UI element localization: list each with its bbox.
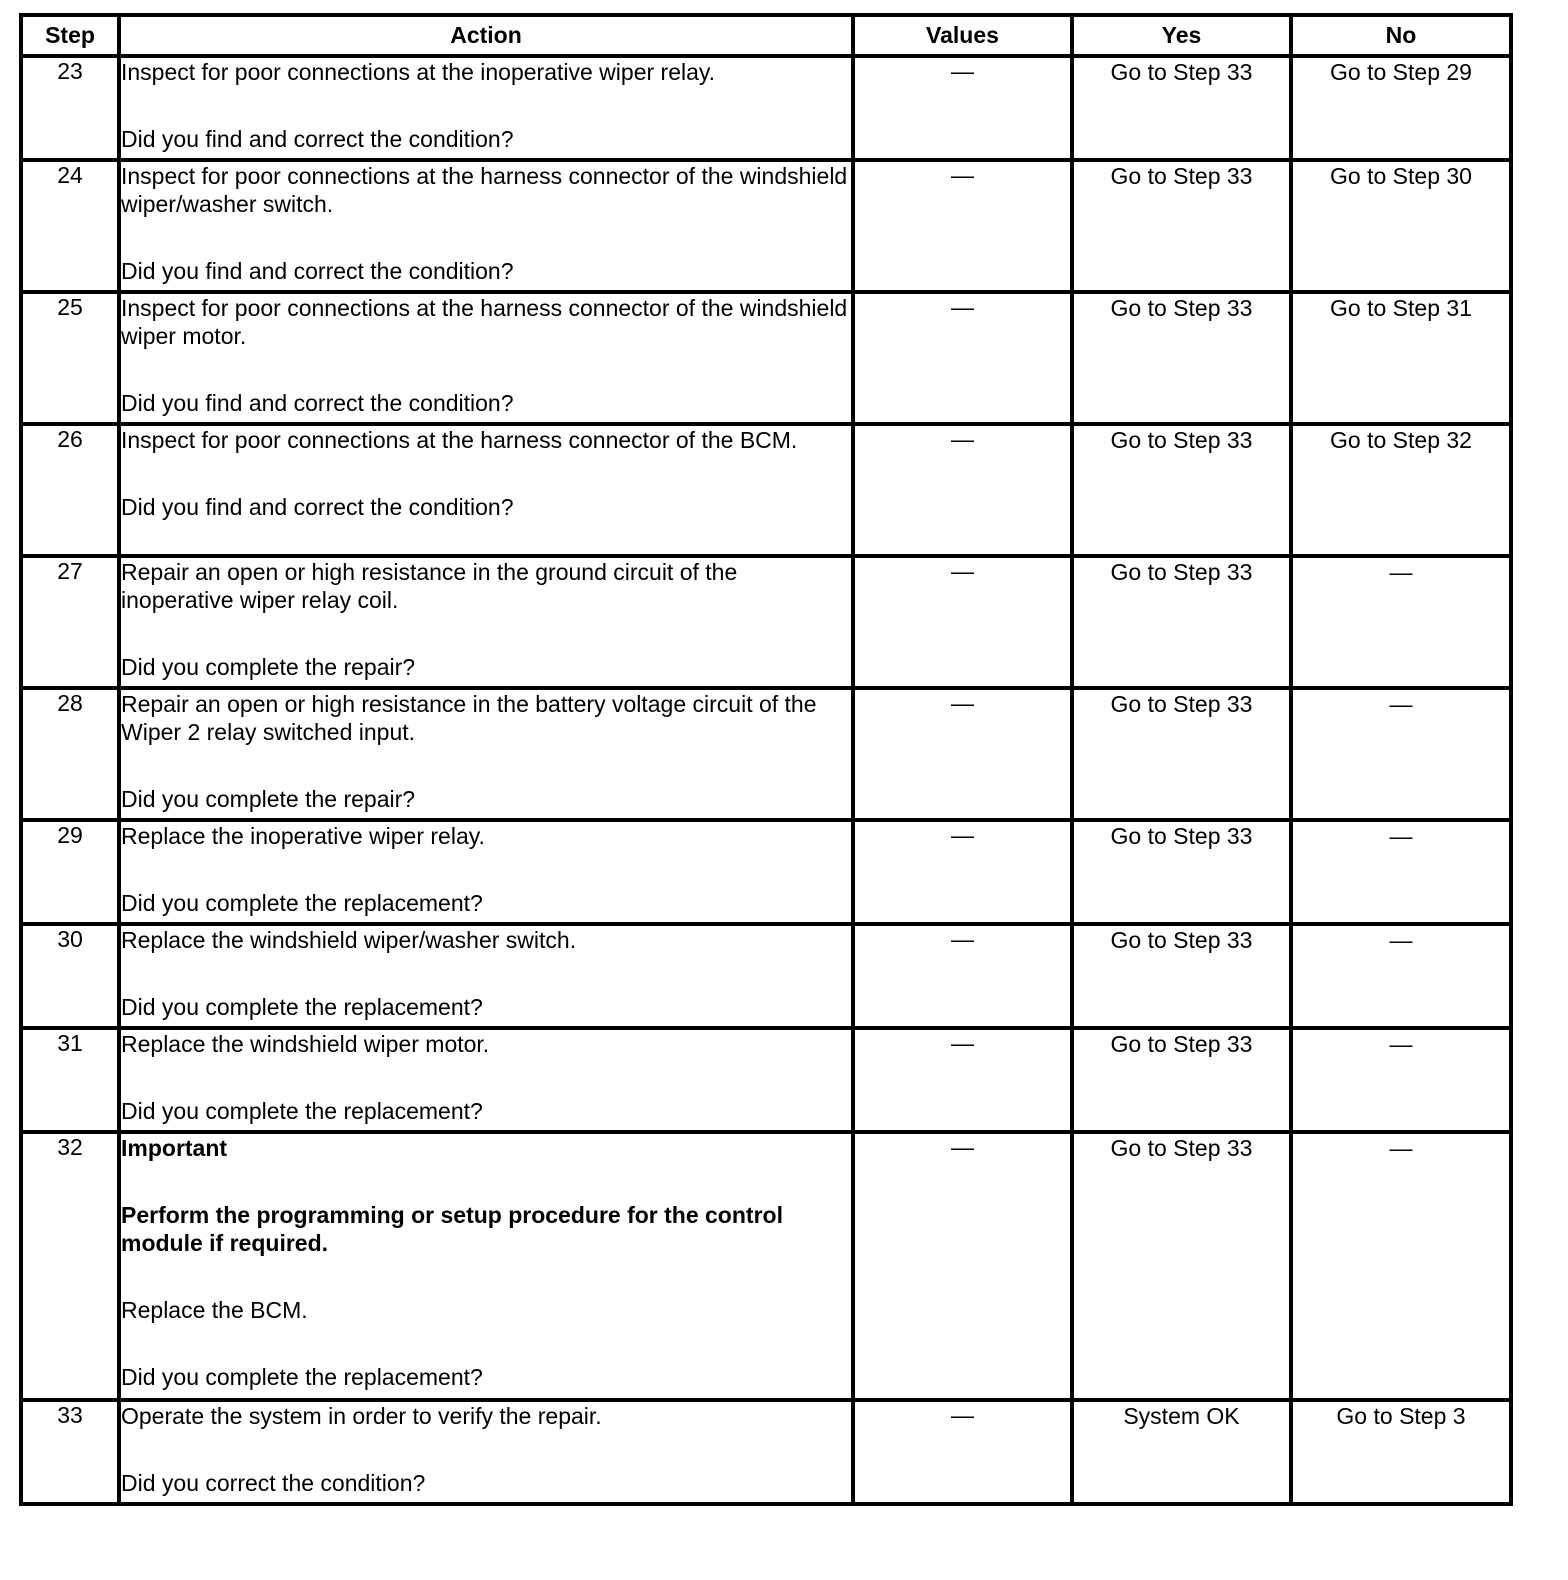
step-number: 24 (21, 160, 119, 292)
yes-cell: Go to Step 33 (1072, 820, 1291, 924)
no-cell: — (1291, 1132, 1511, 1400)
step-number: 25 (21, 292, 119, 424)
no-cell: Go to Step 30 (1291, 160, 1511, 292)
action-cell (119, 820, 853, 924)
header-no: No (1291, 15, 1511, 56)
action-question: Did you find and correct the condition? (121, 494, 514, 520)
action-cell (119, 424, 853, 556)
step-number: 27 (21, 556, 119, 688)
no-cell: — (1291, 924, 1511, 1028)
no-cell: Go to Step 3 (1291, 1400, 1511, 1504)
action-instruction: Replace the windshield wiper/washer switch. (121, 927, 577, 953)
action-question: Did you find and correct the condition? (121, 126, 514, 152)
table-row (21, 820, 1511, 924)
header-action: Action (119, 15, 853, 56)
yes-cell: Go to Step 33 (1072, 56, 1291, 160)
step-number: 33 (21, 1400, 119, 1504)
action-instruction: Replace the windshield wiper motor. (121, 1031, 490, 1057)
action-cell (119, 56, 853, 160)
header-yes: Yes (1072, 15, 1291, 56)
no-cell: Go to Step 31 (1291, 292, 1511, 424)
step-number: 23 (21, 56, 119, 160)
step-number: 30 (21, 924, 119, 1028)
action-instruction: Inspect for poor connections at the inoperative wiper relay. (121, 59, 716, 85)
action-question: Did you complete the repair? (121, 786, 416, 812)
yes-cell: Go to Step 33 (1072, 424, 1291, 556)
action-instruction: Repair an open or high resistance in the battery voltage circuit of the Wiper 2 relay switched input. (121, 691, 817, 745)
action-question: Did you complete the replacement? (121, 890, 483, 916)
action-question: Did you find and correct the condition? (121, 390, 514, 416)
no-cell: — (1291, 556, 1511, 688)
table-row (21, 292, 1511, 424)
table-row (21, 56, 1511, 160)
step-number: 32 (21, 1132, 119, 1400)
action-cell (119, 160, 853, 292)
action-cell (119, 1028, 853, 1132)
header-step: Step (21, 15, 119, 56)
values-cell: — (853, 1028, 1072, 1132)
yes-cell: Go to Step 33 (1072, 160, 1291, 292)
header-values: Values (853, 15, 1072, 56)
values-cell: — (853, 292, 1072, 424)
values-cell: — (853, 56, 1072, 160)
values-cell: — (853, 424, 1072, 556)
action-cell (119, 1132, 853, 1400)
action-question: Did you complete the replacement? (121, 1364, 483, 1390)
diagnostic-table (19, 13, 1513, 1506)
step-number: 31 (21, 1028, 119, 1132)
table-row (21, 1400, 1511, 1504)
header-row (21, 15, 1511, 56)
table-row (21, 688, 1511, 820)
yes-cell: Go to Step 33 (1072, 556, 1291, 688)
values-cell: — (853, 1400, 1072, 1504)
no-cell: Go to Step 29 (1291, 56, 1511, 160)
action-cell (119, 924, 853, 1028)
table-row (21, 424, 1511, 556)
important-text: Perform the programming or setup procedure for the control module if required. (121, 1202, 783, 1256)
values-cell: — (853, 820, 1072, 924)
action-question: Did you complete the replacement? (121, 994, 483, 1020)
yes-cell: Go to Step 33 (1072, 1028, 1291, 1132)
action-cell (119, 292, 853, 424)
action-question: Did you find and correct the condition? (121, 258, 514, 284)
table-row (21, 924, 1511, 1028)
values-cell: — (853, 688, 1072, 820)
action-instruction: Inspect for poor connections at the harness connector of the windshield wiper/washer switch. (121, 163, 848, 217)
action-cell (119, 688, 853, 820)
action-instruction: Replace the BCM. (121, 1297, 308, 1323)
step-number: 29 (21, 820, 119, 924)
values-cell: — (853, 556, 1072, 688)
action-instruction: Inspect for poor connections at the harness connector of the BCM. (121, 427, 798, 453)
yes-cell: Go to Step 33 (1072, 292, 1291, 424)
values-cell: — (853, 1132, 1072, 1400)
action-instruction: Repair an open or high resistance in the ground circuit of the inoperative wiper relay coil. (121, 559, 738, 613)
values-cell: — (853, 160, 1072, 292)
yes-cell: Go to Step 33 (1072, 1132, 1291, 1400)
action-question: Did you correct the condition? (121, 1470, 426, 1496)
table-row (21, 160, 1511, 292)
important-label: Important (121, 1135, 228, 1161)
no-cell: — (1291, 688, 1511, 820)
no-cell: Go to Step 32 (1291, 424, 1511, 556)
yes-cell: Go to Step 33 (1072, 924, 1291, 1028)
yes-cell: System OK (1072, 1400, 1291, 1504)
table-row (21, 556, 1511, 688)
action-instruction: Replace the inoperative wiper relay. (121, 823, 485, 849)
action-cell (119, 1400, 853, 1504)
step-number: 28 (21, 688, 119, 820)
values-cell: — (853, 924, 1072, 1028)
action-question: Did you complete the repair? (121, 654, 416, 680)
table-row (21, 1132, 1511, 1400)
action-cell (119, 556, 853, 688)
no-cell: — (1291, 820, 1511, 924)
table-row (21, 1028, 1511, 1132)
action-instruction: Inspect for poor connections at the harness connector of the windshield wiper motor. (121, 295, 848, 349)
yes-cell: Go to Step 33 (1072, 688, 1291, 820)
action-instruction: Operate the system in order to verify the repair. (121, 1403, 602, 1429)
step-number: 26 (21, 424, 119, 556)
action-question: Did you complete the replacement? (121, 1098, 483, 1124)
no-cell: — (1291, 1028, 1511, 1132)
